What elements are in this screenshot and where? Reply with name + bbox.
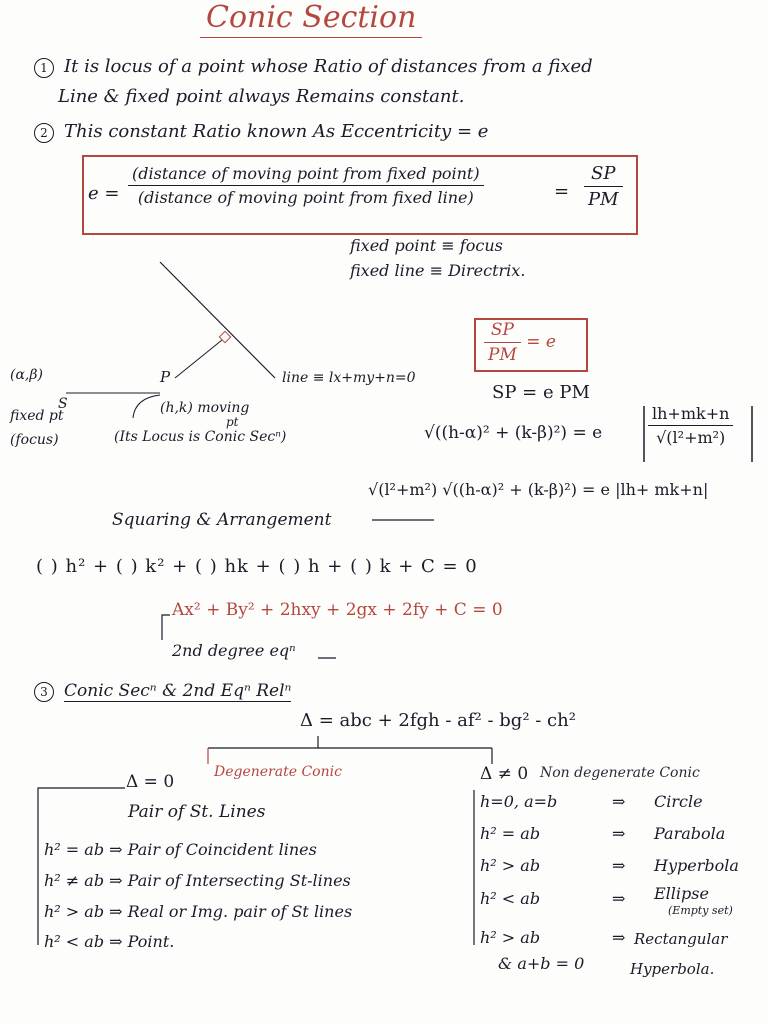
squared-equation: √(l²+m²) √((h-α)² + (k-β)²) = e |lh+ mk+n| [368,480,709,499]
point-1-text-1: It is locus of a point whose Ratio of distances from a fixed [64,56,593,77]
formula-fraction [128,164,484,207]
formula-pm: PM [588,189,619,210]
ratio-eq: = e [526,332,556,352]
point-3-heading: Conic Secⁿ & 2nd Eqⁿ Relⁿ [64,681,292,701]
nondegenerate-arrow-1: ⇒ [612,792,626,811]
label-s: S [58,396,68,412]
point-2-text: This constant Ratio known As Eccentricity = e [64,121,489,142]
formula-equals: = [554,181,570,202]
degenerate-sub: Pair of St. Lines [128,802,266,822]
label-fixed-pt: fixed pt [10,408,64,424]
point-3-number: 3 [34,682,54,702]
sp-equals-epm: SP = e PM [492,382,590,403]
nondegenerate-result-2: Parabola [654,824,726,843]
label-line: line ≡ lx+my+n=0 [282,370,416,386]
label-p: P [160,368,171,386]
label-focus: (focus) [10,432,59,448]
degenerate-case-3: h² > ab ⇒ Real or Img. pair of St lines [44,902,353,921]
nondegenerate-result-1: Circle [654,792,703,811]
point-1-line-2: Line & fixed point always Remains constant. [58,86,465,107]
nondegenerate-arrow-2: ⇒ [612,824,626,843]
degenerate-case-4: h² < ab ⇒ Point. [44,932,175,951]
point-3-line [34,681,291,702]
abs-denominator: √(l²+m²) [656,428,726,447]
formula-lhs: e = [88,183,120,204]
abs-numerator: lh+mk+n [648,404,733,426]
nondegenerate-arrow-3: ⇒ [612,856,626,875]
label-locus: (Its Locus is Conic Secⁿ) [114,429,287,445]
second-degree-label: 2nd degree eqⁿ [172,641,296,660]
second-degree-bracket [162,615,170,640]
ellipse-note: (Empty set) [668,904,733,917]
directrix-line [160,262,275,378]
point-1-line-1 [34,56,593,78]
def-focus: fixed point ≡ focus [350,236,503,255]
label-hk-moving: (h,k) moving [160,400,250,416]
rect-cond-2: & a+b = 0 [498,954,585,973]
formula-denominator: (distance of moving point from fixed line) [137,188,474,207]
formula-numerator: (distance of moving point from fixed point) [128,164,484,186]
nondegenerate-cond-2: h² = ab [480,824,541,843]
ratio-fraction [484,320,556,365]
squaring-text: Squaring & Arrangement [112,510,332,530]
general-equation: ( ) h² + ( ) k² + ( ) hk + ( ) h + ( ) k + C = 0 [36,556,478,577]
nondegenerate-result-5: Rectangular [634,930,728,948]
formula-sp-pm [584,163,623,210]
nondegenerate-arrow-5: ⇒ [612,928,626,947]
nondegenerate-cond-1: h=0, a=b [480,792,558,811]
nondegenerate-arrow-4: ⇒ [612,889,626,908]
def-directrix: fixed line ≡ Directrix. [350,261,526,280]
nondegenerate-condition: Δ ≠ 0 [480,764,529,784]
nondegenerate-result-3: Hyperbola [654,856,739,875]
point-2-line [34,121,488,143]
page-title: Conic Section [200,0,422,38]
point-2-number: 2 [34,123,54,143]
arrow-to-moving-pt [133,395,160,418]
nondegenerate-cond-4: h² < ab [480,889,541,908]
delta-formula: Δ = abc + 2fgh - af² - bg² - ch² [300,710,576,731]
formula-sp: SP [584,163,623,187]
degenerate-condition: Δ = 0 [126,772,175,792]
ratio-pm: PM [488,345,517,365]
nondegenerate-cond-5: h² > ab [480,928,541,947]
ratio-sp: SP [484,320,521,343]
label-alpha-beta: (α,β) [10,367,43,383]
second-degree-equation: Ax² + By² + 2hxy + 2gx + 2fy + C = 0 [172,600,503,620]
distance-equation: √((h-α)² + (k-β)²) = e [424,423,603,443]
nondegenerate-result-4: Ellipse [654,884,709,903]
label-pt: pt [226,415,239,429]
nondegenerate-cond-3: h² > ab [480,856,541,875]
degenerate-bracket [38,788,125,945]
point-1-number: 1 [34,58,54,78]
perpendicular-pm [175,340,222,378]
nondegenerate-label: Non degenerate Conic [540,765,700,781]
rect-result-2: Hyperbola. [630,960,715,978]
degenerate-label: Degenerate Conic [214,764,342,780]
degenerate-case-2: h² ≠ ab ⇒ Pair of Intersecting St-lines [44,871,351,890]
degenerate-case-1: h² = ab ⇒ Pair of Coincident lines [44,840,317,859]
abs-fraction [648,404,733,447]
